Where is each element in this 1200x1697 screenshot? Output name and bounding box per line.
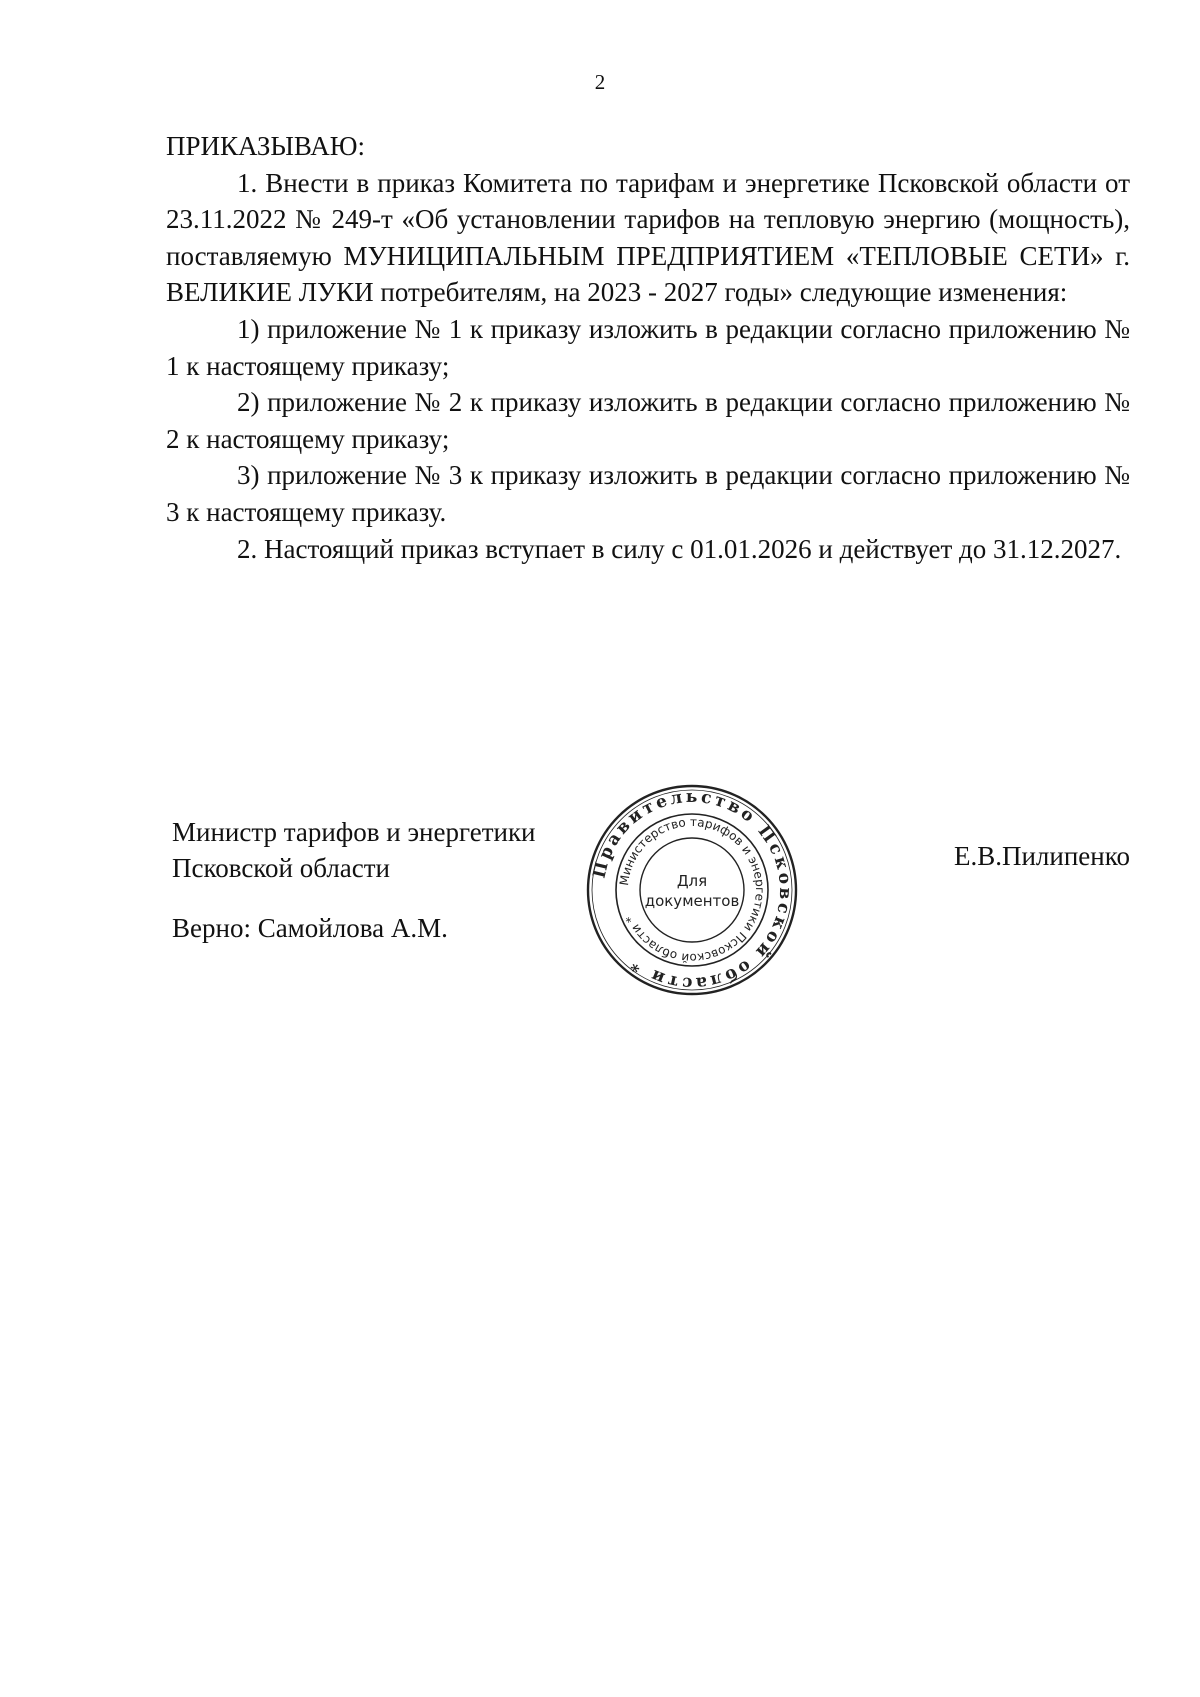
certified-copy-line: Верно: Самойлова А.М. <box>172 913 448 943</box>
stamp-center-line-1: Для <box>676 872 708 890</box>
stamp-outer-text: Правительство Псковской области * <box>589 786 796 994</box>
paragraph-amendments: 1. Внести в приказ Комитета по тарифам и энергетике Псковской области от 23.11.2022 № 249-т «Об установлении тарифов на тепловую энергию (мощность), поставляемую МУНИЦИПАЛЬНЫМ ПРЕДПРИЯТИЕМ «ТЕПЛОВЫЕ СЕТИ» г. ВЕЛИКИЕ ЛУКИ потребителям, на 2023 - 2027 годы» следующие изменения: <box>166 167 1130 308</box>
signer-name: Е.В.Пилипенко <box>953 841 1130 871</box>
position-line-2: Псковской области <box>172 853 391 883</box>
position-line-1: Министр тарифов и энергетики <box>172 817 536 847</box>
official-stamp <box>582 780 802 1000</box>
stamp-seal-icon <box>582 780 802 1000</box>
paragraph-item-1: 1) приложение № 1 к приказу изложить в редакции согласно приложению № 1 к настоящему приказу; <box>166 313 1130 381</box>
paragraph-item-3: 3) приложение № 3 к приказу изложить в редакции согласно приложению № 3 к настоящему приказу. <box>166 460 1130 527</box>
signature-position <box>172 814 536 886</box>
paragraph-item-2: 2) приложение № 2 к приказу изложить в редакции согласно приложению № 2 к настоящему приказу; <box>166 387 1130 454</box>
page-number: 2 <box>594 70 606 94</box>
stamp-inner-text: Министерство тарифов и энергетики Псковской области * <box>617 814 768 966</box>
order-heading: ПРИКАЗЫВАЮ: <box>166 131 365 161</box>
stamp-center-line-2: документов <box>644 892 740 910</box>
paragraph-effective-date: 2. Настоящий приказ вступает в силу с 01.01.2026 и действует до 31.12.2027. <box>237 533 1122 564</box>
order-body <box>166 128 1130 567</box>
